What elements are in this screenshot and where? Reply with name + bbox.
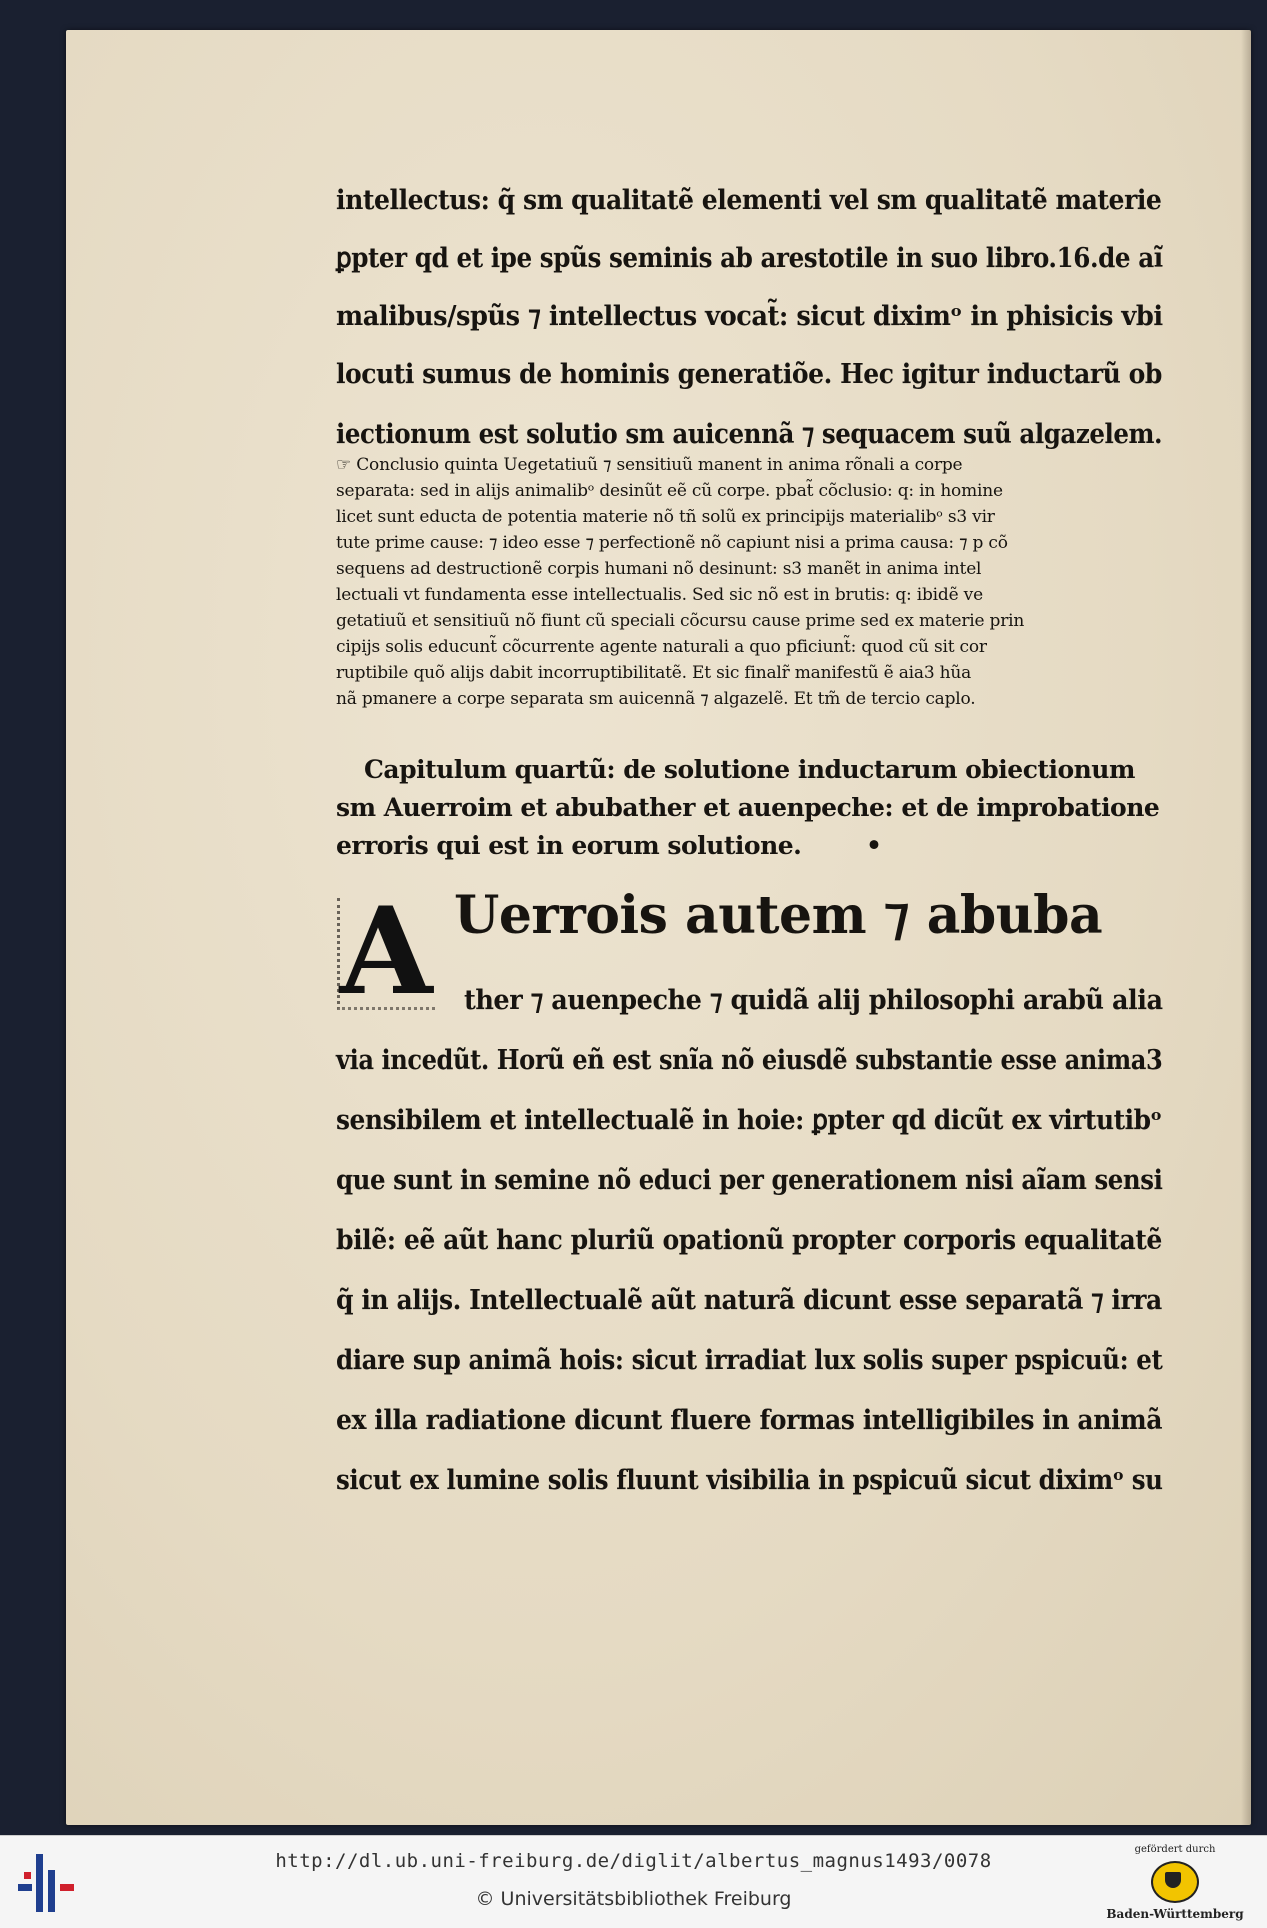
text-line: bilẽ: eẽ aũt hanc pluriũ opationũ propter corporis equalitatẽ [336, 1225, 1162, 1256]
text-line: ꝑpter qd et ipe spũs seminis ab arestotile in suo libro.16.de aĩ [336, 243, 1163, 274]
coat-of-arms-icon [1151, 1861, 1199, 1903]
text-line: diare sup animã hois: sicut irradiat lux solis super pspicuũ: et [336, 1345, 1163, 1376]
text-line: malibus/spũs ⁊ intellectus vocat̃: sicut diximᵒ in phisicis vbi [336, 301, 1163, 332]
text-line: sequens ad destructionẽ corpis humani nõ desinunt: s3 manẽt in anima intel [336, 559, 982, 579]
text-line: licet sunt educta de potentia materie nõ tñ solũ ex principijs materialibᵒ s3 vir [336, 507, 995, 527]
first-line-large: Uerrois autem ⁊ abuba [454, 885, 1103, 946]
text-line: separata: sed in alijs animalibᵒ desinũt eẽ cũ corpe. pbat̃ cõclusio: q: in homine [336, 481, 1003, 501]
decorated-initial: A [331, 888, 441, 1016]
heading-line: Capitulum quartũ: de solutione inductarum obiectionum [364, 755, 1135, 784]
text-line: ☞ Conclusio quinta Uegetatiuũ ⁊ sensitiuũ manent in anima rõnali a corpe [336, 455, 963, 475]
text-line: ther ⁊ auenpeche ⁊ quidã alij philosophi arabũ alia [464, 985, 1163, 1016]
text-line: getatiuũ et sensitiuũ nõ fiunt cũ speciali cõcursu cause prime sed ex materie prin [336, 611, 1025, 631]
text-line: sicut ex lumine solis fluunt visibilia in pspicuũ sicut diximᵒ su [336, 1465, 1163, 1496]
funder-name: Baden-Württemberg [1106, 1907, 1244, 1921]
heading-line: erroris qui est in eorum solutione. [336, 831, 802, 860]
text-line: lectuali vt fundamenta esse intellectualis. Sed sic nõ est in brutis: q: ibidẽ ve [336, 585, 983, 605]
text-line: sensibilem et intellectualẽ in hoie: ꝑpter qd dicũt ex virtutibᵒ [336, 1105, 1162, 1136]
heading-line: sm Auerroim et abubather et auenpeche: et de improbatione [336, 793, 1160, 822]
document-url[interactable]: http://dl.ub.uni-freiburg.de/diglit/albertus_magnus1493/0078 [275, 1850, 992, 1872]
funder-label: gefördert durch [1134, 1844, 1216, 1855]
heading-bullet: • [866, 831, 882, 860]
copyright-notice: © Universitätsbibliothek Freiburg [475, 1888, 792, 1910]
text-line: q̃ in alijs. Intellectualẽ aũt naturã dicunt esse separatã ⁊ irra [336, 1285, 1162, 1316]
text-line: iectionum est solutio sm auicennã ⁊ sequacem suũ algazelem. [336, 419, 1163, 450]
text-line: intellectus: q̃ sm qualitatẽ elementi vel sm qualitatẽ materie [336, 185, 1162, 216]
funder-badge [1100, 1842, 1250, 1926]
text-line: ruptibile quõ alijs dabit incorruptibilitatẽ. Et sic finalr̃ manifestũ ẽ aia3 hũa [336, 663, 972, 683]
text-line: cipijs solis educunt̃ cõcurrente agente naturali a quo pficiunt̃: quod cũ sit cor [336, 637, 987, 657]
text-line: nã pmanere a corpe separata sm auicennã ⁊ algazelẽ. Et tm̃ de tercio caplo. [336, 689, 976, 709]
footer-bar [0, 1835, 1267, 1928]
page-edge-shadow [1241, 30, 1251, 1825]
text-line: que sunt in semine nõ educi per generationem nisi aĩam sensi [336, 1165, 1163, 1196]
text-line: via incedũt. Horũ eñ est snĩa nõ eiusdẽ substantie esse anima3 [336, 1045, 1163, 1076]
text-line: ex illa radiatione dicunt fluere formas intelligibiles in animã [336, 1405, 1163, 1436]
text-line: tute prime cause: ⁊ ideo esse ⁊ perfectionẽ nõ capiunt nisi a prima causa: ⁊ p cõ [336, 533, 1008, 553]
text-line: locuti sumus de hominis generatiõe. Hec igitur inductarũ ob [336, 359, 1162, 390]
